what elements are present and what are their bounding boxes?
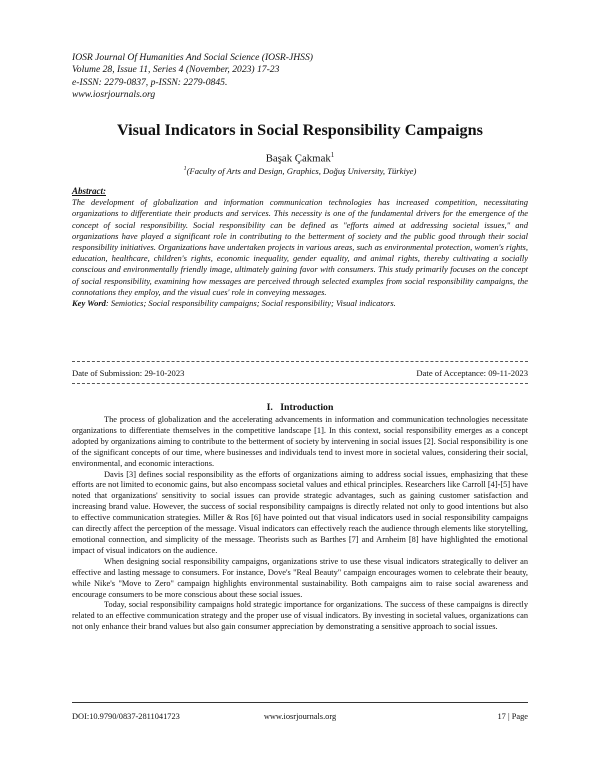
author-superscript: 1 — [330, 151, 335, 159]
footer-page-number: 17 | Page — [497, 712, 528, 721]
paragraph-3: When designing social responsibility campaigns, organizations strive to use these visual indicators strategically to deliver an effective and lasting message to consumers. For instance, Dove's "Real Beauty" campaign encourages women to celebrate their beauty, while Nike's "Move to Zero" campaign highlights environmental sustainability. Both campaigns aim to raise social awareness and encourage consumers to be more conscious about these social issues. — [72, 556, 528, 599]
journal-volume: Volume 28, Issue 11, Series 4 (November, 2023) 17-23 — [72, 64, 280, 76]
affiliation-line — [72, 166, 528, 176]
footer-rule — [72, 702, 528, 703]
separator-top — [72, 361, 528, 362]
paper-title: Visual Indicators in Social Responsibility Campaigns — [117, 121, 483, 139]
separator-bottom — [72, 383, 528, 384]
journal-website[interactable]: www.iosrjournals.org — [72, 89, 156, 101]
abstract-heading: Abstract: — [72, 186, 107, 196]
affiliation: (Faculty of Arts and Design, Graphics, Doğuş University, Türkiye) — [186, 166, 417, 176]
acceptance-date: Date of Acceptance: 09-11-2023 — [416, 368, 528, 378]
introduction-body — [72, 415, 528, 633]
page-footer — [72, 712, 528, 721]
keywords-label: Key Word — [72, 298, 106, 309]
journal-header — [72, 52, 528, 102]
section-heading — [72, 402, 528, 413]
abstract — [72, 186, 528, 309]
paragraph-4: Today, social responsibility campaigns hold strategic importance for organizations. The success of these campaigns is directly related to an effective communication strategy and the proper use of visual indicators. By investing in societal values, organizations can not only enhance their brand values but also gain consumer appreciation by demonstrating a sensitive approach to social issues. — [72, 600, 528, 632]
abstract-text: The development of globalization and information communication technologies has increased competition, necessitating organizations to differentiate their products and services. This necessity is one of the fundamental drivers for the emergence of the concept of social responsibility. Social responsibility can be defined as "efforts aimed at addressing societal issues," and organizations have played a significant role in contributing to the betterment of society and the public good through their social responsibility initiatives. Organizations have undertaken projects in various areas, such as environmental protection, women's rights, education, healthcare, children's rights, economic inequality, gender equality, and animal rights, thereby cultivating a socially conscious and environmentally friendly image, ultimately gaining favor with consumers. This study primarily focuses on the concept of social responsibility, examining how messages are perceived through selected examples from social responsibility campaigns, the connotations they employ, and the visual cues' role in conveying messages. — [72, 197, 528, 297]
journal-name: IOSR Journal Of Humanities And Social Science (IOSR-JHSS) — [72, 52, 313, 63]
keywords — [72, 298, 528, 309]
dates-row — [72, 368, 528, 378]
submission-date: Date of Submission: 29-10-2023 — [72, 368, 185, 378]
footer-doi[interactable]: DOI:10.9790/0837-2811041723 — [72, 712, 180, 721]
journal-issn: e-ISSN: 2279-0837, p-ISSN: 2279-0845. — [72, 76, 228, 88]
affiliation-superscript: 1 — [183, 166, 187, 173]
keywords-text: : Semiotics; Social responsibility campaigns; Social responsibility; Visual indicators. — [105, 298, 396, 309]
section-title: Introduction — [280, 402, 334, 413]
section-number: I. — [266, 402, 273, 413]
footer-website[interactable]: www.iosrjournals.org — [263, 712, 337, 721]
author-line — [72, 151, 528, 165]
author-name: Başak Çakmak — [265, 152, 331, 165]
paragraph-1: The process of globalization and the accelerating advancements in information and communication technologies necessitate organizations to differentiate themselves in the competitive landscape [1]. In this context, social responsibility emerges as a concept adopted by organizations aiming to contribute to the betterment of society by intervening in social issues [2]. Social responsibility is one of the significant concepts of our time, where businesses and individuals tend to invest more in societal values, considering their social, environmental, and economic interactions. — [72, 415, 528, 468]
paragraph-2: Davis [3] defines social responsibility as the efforts of organizations aiming to address social issues, emphasizing that these efforts are not limited to economic gains, but also encompass societal values and ethical principles. Researchers like Carroll [4]-[5] have noted that organizations' sensitivity to social issues can provide strategic advantages, such as gaining customer satisfaction and increasing brand value. However, the success of social responsibility campaigns is directly related not only to good intentions but also to effective communication strategies. Miller & Ros [6] have pointed out that visual indicators used in social responsibility campaigns can directly affect the perception of the message. Visual indicators can effectively reach the audience through elements like storytelling, emotional connection, and simplicity of the message. Theorists such as Barthes [7] and Arnheim [8] have highlighted the emotional impact of visual indicators on the audience. — [72, 469, 528, 555]
